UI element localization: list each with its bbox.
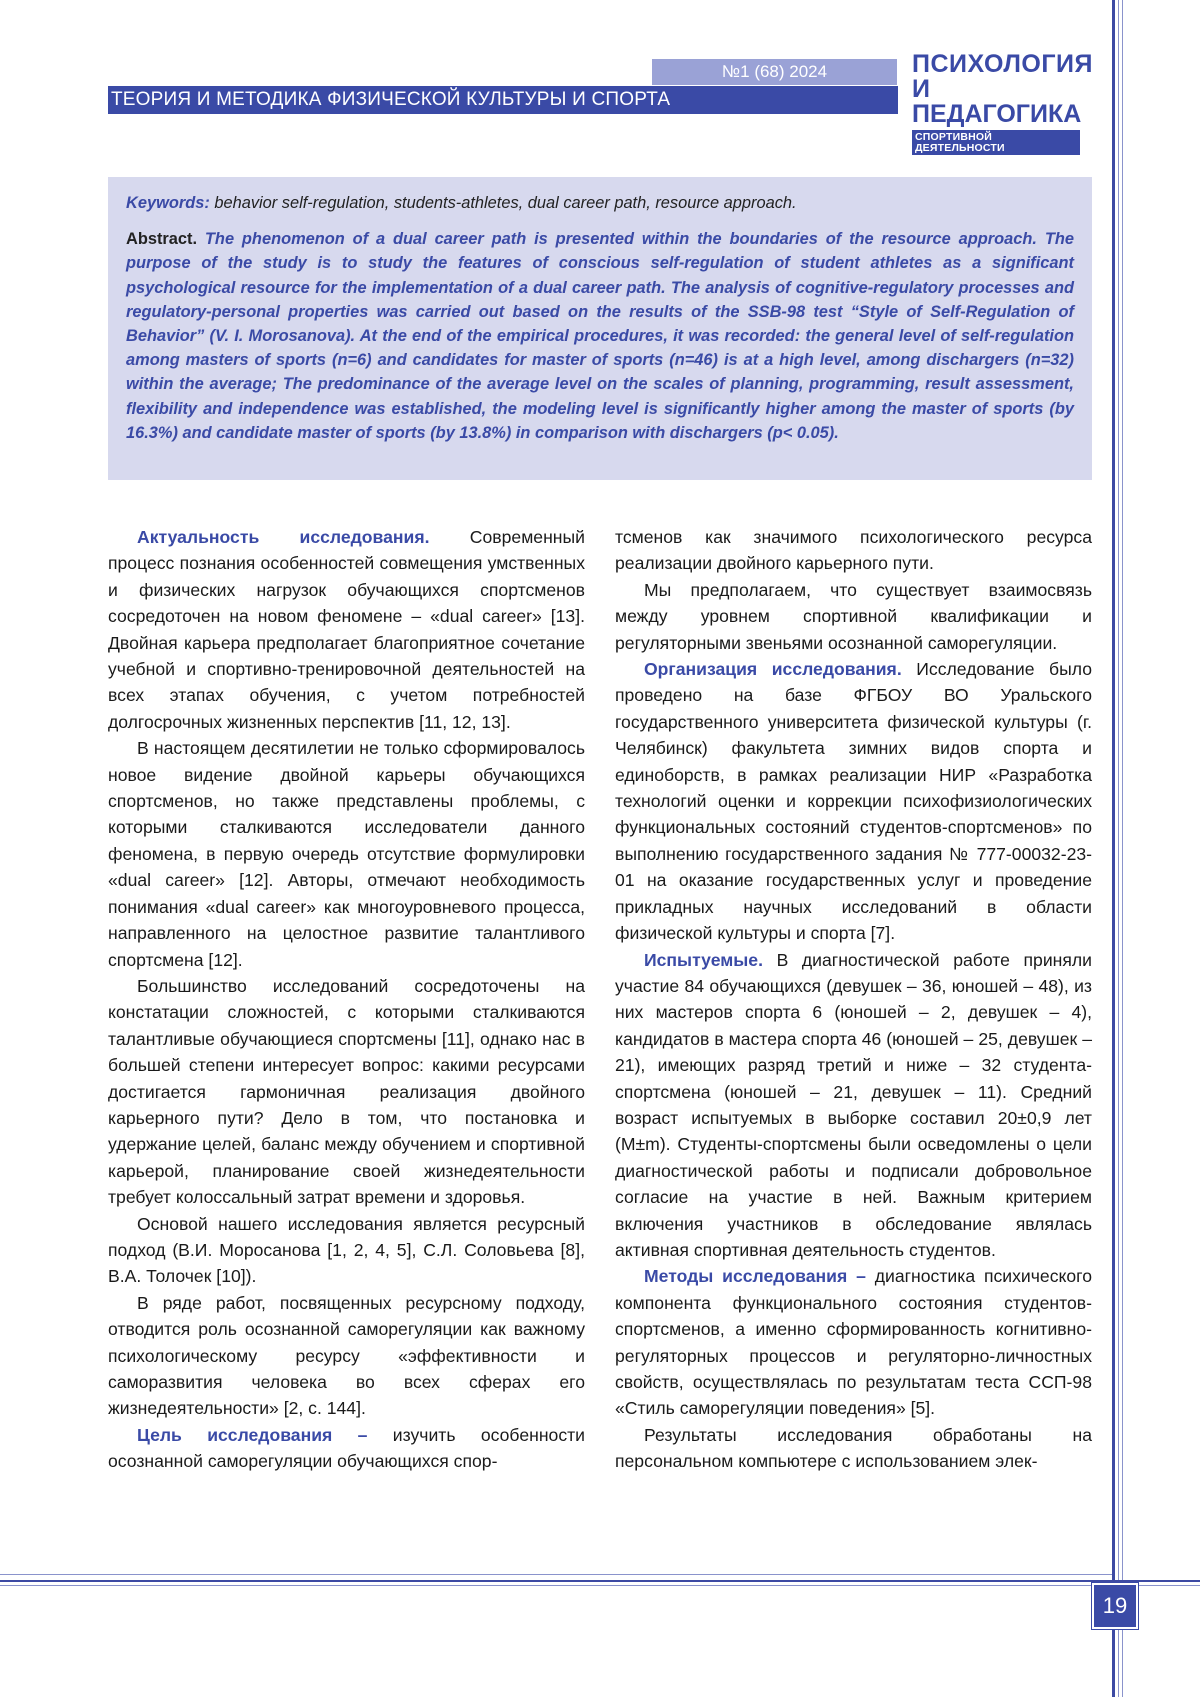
section-heading: Цель исследования – [137, 1424, 368, 1445]
paragraph [615, 947, 1092, 1264]
section-heading: Испытуемые. [644, 949, 763, 970]
logo-line-2: И ПЕДАГОГИКА [912, 75, 1082, 128]
paragraph: Большинство исследований сосредоточены на констатации сложностей, с которыми сталкиваются талантливые обучающиеся спортсмены [11], однако нас в большей степени интересует вопрос: какими ресурсами достигается гармоничная реализация двойного карьерного пути? Дело в том, что постановка и удержание целей, баланс между обучением и спортивной карьерой, планирование своей жизнедеятельности требует колоссальный затрат времени и здоровья. [108, 975, 585, 1208]
paragraph [615, 656, 1092, 946]
keywords-text: behavior self-regulation, students-athletes, dual career path, resource approach. [209, 194, 797, 212]
paragraph [615, 1263, 1092, 1421]
keywords-label: Keywords: [126, 194, 210, 212]
paragraph: Результаты исследования обработаны на персональном компьютере с использованием элек- [615, 1424, 1092, 1472]
footer-rule [0, 1580, 1200, 1582]
right-border-stripe [1112, 0, 1115, 1697]
right-border-line [1122, 0, 1123, 1697]
abstract-label: Abstract. [126, 230, 198, 249]
logo-line-1: ПСИХОЛОГИЯ [912, 50, 1093, 78]
paragraph: В настоящем десятилетии не только сформировалось новое видение двойной карьеры обучающихся спортсменов, но также представлены проблемы, с которыми сталкиваются исследователи данного феномена, в первую очередь отсутствие формулировки «dual career» [12]. Авторы, отмечают необходимость понимания «dual career» как многоуровневого процесса, направленного на целостное развитие талантливого спортсмена [12]. [108, 738, 585, 970]
right-border-line [1118, 0, 1119, 1697]
page-number: 19 [1092, 1583, 1138, 1629]
paragraph-text: Современный процесс познания особенностей совмещения умственных и физических нагрузок обучающихся спортсменов сосредоточен на новом феномене – «dual career» [13]. Двойная карьера предполагает благоприятное сочетание учебной и спортивно-тренировочной деятельностей на всех этапах обучения, с учетом потребностей долгосрочных жизненных перспектив [11, 12, 13]. [108, 527, 585, 732]
abstract [126, 227, 1074, 445]
footer-rule [0, 1574, 1112, 1575]
issue-number: №1 (68) 2024 [652, 59, 897, 85]
logo-line-3: СПОРТИВНОЙ ДЕЯТЕЛЬНОСТИ [912, 130, 1080, 155]
abstract-text: The phenomenon of a dual career path is presented within the boundaries of the resource approach. The purpose of the study is to study the features of conscious self-regulation of student athletes as a significant psychological resource for the implementation of a dual career path. The analysis of cognitive-regulatory processes and regulatory-personal properties was carried out based on the results of the SSB-98 test “Style of Self-Regulation of Behavior” (V. I. Morosanova). At the end of the empirical procedures, it was recorded: the general level of self-regulation among masters of sports (n=6) and candidates for master of sports (n=46) is at a high level, among dischargers (n=32) within the average; The predominance of the average level on the scales of planning, programming, result assessment, flexibility and independence was established, the modeling level is significantly higher among the master of sports (by 16.3%) and candidate master of sports (by 13.8%) in comparison with dischargers (p< 0.05). [126, 230, 1074, 442]
journal-section-title: ТЕОРИЯ И МЕТОДИКА ФИЗИЧЕСКОЙ КУЛЬТУРЫ И СПОРТА [108, 86, 898, 114]
paragraph-text: В диагностической работе приняли участие 84 обучающихся (девушек – 36, юношей – 48), из них мастеров спорта 6 (юношей – 2, девушек – 4), кандидатов в мастера спорта 46 (юношей – 25, девушек – 21), имеющих разряд третий и ниже – 32 студента-спортсмена (юношей – 21, девушек – 11). Средний возраст испытуемых в выборке составил 20±0,9 лет (M±m). Студенты-спортсмены были осведомлены о цели диагностической работы и подписали добровольное согласие на участие в ней. Важным критерием включения участников в обследование являлась активная спортивная деятельность студентов. [615, 949, 1092, 1260]
keywords [126, 191, 1074, 215]
journal-logo [912, 52, 1092, 155]
paragraph: В ряде работ, посвященных ресурсному подходу, отводится роль осознанной саморегуляции как важному психологическому ресурсу «эффективности и саморазвития человека во всех сферах его жизнедеятельности» [2, с. 144]. [108, 1292, 585, 1419]
paragraph [108, 524, 585, 735]
paragraph: Мы предполагаем, что существует взаимосвязь между уровнем спортивной квалификации и регуляторными звеньями осознанной саморегуляции. [615, 579, 1092, 653]
paragraph-text: диагностика психического компонента функционального состояния студентов-спортсменов, а именно сформированность когнитивно-регуляторных процессов и регуляторно-личностных свойств, осуществлялась по результатам теста ССП-98 «Стиль саморегуляции поведения» [5]. [615, 1266, 1092, 1419]
footer-rule [0, 1585, 1200, 1586]
paragraph: тсменов как значимого психологического ресурса реализации двойного карьерного пути. [615, 527, 1092, 574]
abstract-box [108, 177, 1092, 480]
section-heading: Актуальность исследования. [137, 527, 430, 547]
left-column [108, 524, 585, 1475]
paragraph: Основой нашего исследования является ресурсный подход (В.И. Моросанова [1, 2, 4, 5], С.Л. Соловьева [8], В.А. Толочек [10]). [108, 1213, 585, 1287]
paragraph-text: изучить особенности осознанной саморегуляции обучающихся спор- [108, 1424, 585, 1472]
section-heading: Организация исследования. [644, 659, 902, 680]
paragraph-text: Исследование было проведено на базе ФГБОУ ВО Уральского государственного университета физической культуры (г. Челябинск) факультета зимних видов спорта и единоборств, в рамках реализации НИР «Разработка технологий оценки и коррекции психофизиологических функциональных состояний студентов-спортсменов» по выполнению государственного задания № 777-00032-23-01 на оказание государственных услуг и проведение прикладных научных исследований в области физической культуры и спорта [7]. [615, 659, 1092, 944]
right-column [615, 524, 1092, 1475]
paragraph [108, 1422, 585, 1475]
section-heading: Методы исследования – [644, 1266, 866, 1287]
